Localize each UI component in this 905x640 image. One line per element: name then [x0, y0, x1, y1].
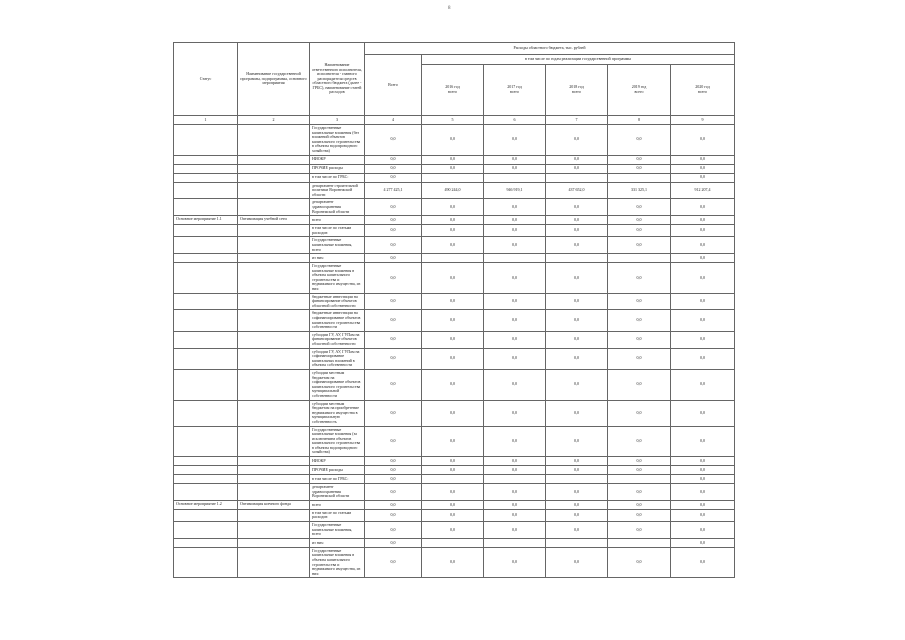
value-cell — [422, 538, 484, 547]
program-cell — [238, 225, 310, 237]
value-cell: 0,0 — [365, 484, 422, 501]
expense-label-cell: НИОКР — [310, 155, 365, 164]
value-cell — [546, 538, 608, 547]
value-cell: 0,0 — [484, 547, 546, 578]
table-row — [174, 254, 735, 263]
value-cell: 0,0 — [365, 164, 422, 173]
expense-label-cell: бюджетные инвестиции на финансирование объектов областной собственности — [310, 293, 365, 310]
status-cell — [174, 331, 238, 348]
expense-label-cell: из них: — [310, 254, 365, 263]
value-cell: 0,0 — [608, 216, 671, 225]
value-cell: 0,0 — [608, 310, 671, 331]
value-cell: 0,0 — [365, 216, 422, 225]
index-cell: 8 — [608, 116, 671, 125]
expense-label-cell: бюджетные инвестиции на софинансирование объектов капитального строительства собственности — [310, 310, 365, 331]
value-cell: 0,0 — [484, 369, 546, 400]
program-cell — [238, 348, 310, 369]
header-index-row — [174, 116, 735, 125]
value-cell: 0,0 — [365, 310, 422, 331]
table-row — [174, 538, 735, 547]
value-cell: 0,0 — [546, 466, 608, 475]
value-cell: 0,0 — [671, 310, 735, 331]
table-row — [174, 310, 735, 331]
value-cell: 0,0 — [608, 547, 671, 578]
value-cell: 0,0 — [484, 400, 546, 426]
value-cell: 0,0 — [484, 522, 546, 539]
expense-label-cell: субсидии ГУ, АУ, ГУПам на финансирование объектов областной собственности — [310, 331, 365, 348]
expense-label-cell: Государственные капитальные вложения (за исключением объектов капитального строительства в объекты водопроводного хозяйства) — [310, 426, 365, 457]
program-cell — [238, 237, 310, 254]
status-cell — [174, 547, 238, 578]
value-cell: 0,0 — [671, 237, 735, 254]
value-cell: 0,0 — [671, 457, 735, 466]
program-cell — [238, 254, 310, 263]
value-cell: 0,0 — [365, 426, 422, 457]
program-cell — [238, 263, 310, 294]
table-row — [174, 522, 735, 539]
table-row — [174, 263, 735, 294]
header-year-2018: 2018 год всего — [546, 65, 608, 116]
value-cell: 0,0 — [671, 125, 735, 156]
value-cell — [422, 475, 484, 484]
value-cell: 0,0 — [365, 475, 422, 484]
expense-label-cell: субсидии местным бюджетам на софинансирование объектов капитального строительства муниципальной собственности — [310, 369, 365, 400]
page-number: 8 — [448, 6, 451, 11]
value-cell: 0,0 — [484, 199, 546, 216]
value-cell: 0,0 — [546, 293, 608, 310]
program-cell — [238, 457, 310, 466]
value-cell: 0,0 — [546, 522, 608, 539]
value-cell: 0,0 — [422, 400, 484, 426]
value-cell: 0,0 — [671, 369, 735, 400]
value-cell: 0,0 — [608, 509, 671, 521]
header-year-2020: 2020 год всего — [671, 65, 735, 116]
budget-table — [173, 42, 735, 578]
expense-label-cell: департамент здравоохранения Воронежской области — [310, 199, 365, 216]
status-cell — [174, 310, 238, 331]
status-cell — [174, 164, 238, 173]
value-cell: 0,0 — [365, 125, 422, 156]
table-body — [174, 125, 735, 578]
value-cell: 0,0 — [365, 173, 422, 182]
value-cell: 0,0 — [484, 310, 546, 331]
value-cell: 0,0 — [608, 199, 671, 216]
header-total: Всего — [365, 55, 422, 116]
expense-label-cell: ПРОЧИЕ расходы — [310, 164, 365, 173]
value-cell: 0,0 — [484, 164, 546, 173]
value-cell: 0,0 — [671, 538, 735, 547]
value-cell: 4 277 425,1 — [365, 182, 422, 199]
status-cell — [174, 509, 238, 521]
table-row — [174, 237, 735, 254]
value-cell: 0,0 — [422, 125, 484, 156]
value-cell: 0,0 — [484, 125, 546, 156]
value-cell: 0,0 — [608, 500, 671, 509]
program-cell — [238, 182, 310, 199]
value-cell: 0,0 — [546, 125, 608, 156]
table-row — [174, 500, 735, 509]
value-cell: 490 244,0 — [422, 182, 484, 199]
value-cell: 0,0 — [365, 155, 422, 164]
program-cell — [238, 164, 310, 173]
value-cell: 0,0 — [422, 199, 484, 216]
value-cell: 331 325,1 — [608, 182, 671, 199]
status-cell — [174, 173, 238, 182]
program-cell — [238, 426, 310, 457]
table-row — [174, 155, 735, 164]
index-cell: 2 — [238, 116, 310, 125]
value-cell: 0,0 — [365, 199, 422, 216]
expense-label-cell: в том числе по статьям расходов: — [310, 225, 365, 237]
value-cell — [546, 475, 608, 484]
value-cell: 0,0 — [671, 475, 735, 484]
expense-label-cell: департамент здравоохранения Воронежской области — [310, 484, 365, 501]
value-cell: 0,0 — [422, 522, 484, 539]
value-cell — [608, 173, 671, 182]
value-cell: 0,0 — [671, 509, 735, 521]
table-row — [174, 293, 735, 310]
value-cell: 0,0 — [671, 547, 735, 578]
program-cell — [238, 547, 310, 578]
value-cell: 0,0 — [671, 263, 735, 294]
expense-label-cell: в том числе по ГРБС: — [310, 475, 365, 484]
value-cell: 0,0 — [608, 125, 671, 156]
program-cell: Оптимизация учебной сети — [238, 216, 310, 225]
value-cell — [608, 254, 671, 263]
value-cell: 0,0 — [671, 216, 735, 225]
status-cell — [174, 457, 238, 466]
value-cell: 0,0 — [608, 331, 671, 348]
value-cell: 0,0 — [365, 348, 422, 369]
value-cell — [484, 173, 546, 182]
program-cell — [238, 400, 310, 426]
table-row — [174, 125, 735, 156]
value-cell: 0,0 — [422, 547, 484, 578]
expense-label-cell: всего — [310, 216, 365, 225]
status-cell — [174, 400, 238, 426]
value-cell: 0,0 — [608, 237, 671, 254]
value-cell: 0,0 — [546, 199, 608, 216]
value-cell: 0,0 — [422, 457, 484, 466]
index-cell: 4 — [365, 116, 422, 125]
value-cell: 0,0 — [608, 522, 671, 539]
value-cell: 0,0 — [365, 254, 422, 263]
value-cell: 0,0 — [422, 331, 484, 348]
index-cell: 3 — [310, 116, 365, 125]
status-cell — [174, 348, 238, 369]
status-cell — [174, 225, 238, 237]
table-row — [174, 225, 735, 237]
program-cell — [238, 522, 310, 539]
header-year-2017: 2017 год всего — [484, 65, 546, 116]
value-cell — [546, 173, 608, 182]
value-cell: 0,0 — [365, 237, 422, 254]
value-cell: 912 207,4 — [671, 182, 735, 199]
value-cell: 0,0 — [422, 509, 484, 521]
status-cell — [174, 522, 238, 539]
value-cell: 0,0 — [422, 426, 484, 457]
value-cell: 0,0 — [546, 216, 608, 225]
expense-label-cell: Государственные капитальные вложения (без вложений объектов капитального строительства в объекты водопроводного хозяйства) — [310, 125, 365, 156]
value-cell: 0,0 — [671, 466, 735, 475]
value-cell: 0,0 — [422, 484, 484, 501]
value-cell: 0,0 — [546, 509, 608, 521]
table-row — [174, 182, 735, 199]
value-cell: 0,0 — [484, 216, 546, 225]
value-cell: 0,0 — [671, 225, 735, 237]
value-cell — [484, 254, 546, 263]
status-cell — [174, 254, 238, 263]
value-cell: 0,0 — [484, 293, 546, 310]
header-program: Наименование государственной программы, подпрограммы, основного мероприятия — [238, 43, 310, 116]
value-cell: 0,0 — [484, 225, 546, 237]
status-cell — [174, 155, 238, 164]
value-cell: 0,0 — [422, 237, 484, 254]
value-cell: 0,0 — [365, 293, 422, 310]
program-cell — [238, 475, 310, 484]
value-cell: 0,0 — [608, 155, 671, 164]
value-cell: 0,0 — [365, 331, 422, 348]
table-row — [174, 216, 735, 225]
program-cell — [238, 484, 310, 501]
table-row — [174, 369, 735, 400]
program-cell — [238, 538, 310, 547]
expense-label-cell: в том числе по ГРБС: — [310, 173, 365, 182]
value-cell: 0,0 — [608, 225, 671, 237]
value-cell: 0,0 — [365, 509, 422, 521]
value-cell: 0,0 — [365, 500, 422, 509]
value-cell: 0,0 — [365, 547, 422, 578]
value-cell: 0,0 — [546, 348, 608, 369]
value-cell: 0,0 — [671, 400, 735, 426]
program-cell — [238, 509, 310, 521]
value-cell — [546, 254, 608, 263]
value-cell: 0,0 — [484, 426, 546, 457]
expense-label-cell: субсидии местным бюджетам на приобретение недвижимого имущества в муниципальную собственность — [310, 400, 365, 426]
value-cell: 0,0 — [546, 155, 608, 164]
expense-label-cell: Государственные капитальные вложения, всего — [310, 237, 365, 254]
value-cell: 0,0 — [546, 500, 608, 509]
value-cell: 0,0 — [484, 484, 546, 501]
value-cell: 0,0 — [608, 263, 671, 294]
value-cell: 0,0 — [671, 500, 735, 509]
header-budget-group: Расходы областного бюджета, тыс. рублей — [365, 43, 735, 55]
value-cell: 0,0 — [546, 225, 608, 237]
value-cell: 0,0 — [546, 263, 608, 294]
value-cell: 0,0 — [671, 173, 735, 182]
expense-label-cell: из них: — [310, 538, 365, 547]
program-cell — [238, 369, 310, 400]
value-cell: 0,0 — [365, 522, 422, 539]
status-cell: Основное мероприятие 1.1 — [174, 216, 238, 225]
status-cell — [174, 538, 238, 547]
value-cell: 0,0 — [422, 466, 484, 475]
value-cell: 0,0 — [365, 225, 422, 237]
value-cell: 437 652,0 — [546, 182, 608, 199]
value-cell: 0,0 — [422, 293, 484, 310]
status-cell — [174, 237, 238, 254]
value-cell: 0,0 — [365, 457, 422, 466]
value-cell: 0,0 — [484, 155, 546, 164]
value-cell: 0,0 — [422, 225, 484, 237]
value-cell: 0,0 — [546, 547, 608, 578]
value-cell: 0,0 — [671, 484, 735, 501]
value-cell: 0,0 — [608, 466, 671, 475]
expense-label-cell: в том числе по статьям расходов: — [310, 509, 365, 521]
expense-label-cell: Государственные капитальные вложения в объекты капитального строительства и недвижимого имущества, из них: — [310, 547, 365, 578]
status-cell — [174, 369, 238, 400]
value-cell: 0,0 — [671, 155, 735, 164]
value-cell: 0,0 — [422, 310, 484, 331]
value-cell: 0,0 — [671, 348, 735, 369]
value-cell: 0,0 — [365, 369, 422, 400]
value-cell: 0,0 — [546, 331, 608, 348]
value-cell: 0,0 — [671, 199, 735, 216]
expense-label-cell: Государственные капитальные вложения, всего — [310, 522, 365, 539]
value-cell: 0,0 — [608, 164, 671, 173]
expense-label-cell: НИОКР — [310, 457, 365, 466]
expense-label-cell: ПРОЧИЕ расходы — [310, 466, 365, 475]
value-cell: 0,0 — [671, 164, 735, 173]
value-cell — [608, 538, 671, 547]
value-cell: 0,0 — [484, 457, 546, 466]
value-cell: 0,0 — [608, 484, 671, 501]
value-cell: 0,0 — [484, 348, 546, 369]
header-executor: Наименование ответственного исполнителя, исполнителя - главного распорядителя средств областного бюджета (далее - ГРБС), наименование статей расходов — [310, 43, 365, 116]
header-status: Статус — [174, 43, 238, 116]
value-cell — [422, 173, 484, 182]
value-cell: 0,0 — [422, 164, 484, 173]
program-cell — [238, 331, 310, 348]
index-cell: 6 — [484, 116, 546, 125]
status-cell — [174, 182, 238, 199]
table-row — [174, 426, 735, 457]
header-year-2019: 2019 год всего — [608, 65, 671, 116]
table-row — [174, 466, 735, 475]
value-cell: 0,0 — [546, 237, 608, 254]
status-cell: Основное мероприятие 1.2 — [174, 500, 238, 509]
program-cell — [238, 125, 310, 156]
program-cell: Оптимизация коечного фонда — [238, 500, 310, 509]
table-row — [174, 164, 735, 173]
table-row — [174, 348, 735, 369]
value-cell: 0,0 — [546, 484, 608, 501]
table-row — [174, 199, 735, 216]
value-cell: 0,0 — [546, 426, 608, 457]
value-cell: 0,0 — [671, 426, 735, 457]
index-cell: 5 — [422, 116, 484, 125]
value-cell: 0,0 — [546, 457, 608, 466]
value-cell: 0,0 — [484, 500, 546, 509]
status-cell — [174, 263, 238, 294]
value-cell: 0,0 — [671, 254, 735, 263]
program-cell — [238, 466, 310, 475]
value-cell: 0,0 — [365, 400, 422, 426]
status-cell — [174, 293, 238, 310]
index-cell: 7 — [546, 116, 608, 125]
value-cell: 0,0 — [484, 466, 546, 475]
table-row — [174, 400, 735, 426]
value-cell: 0,0 — [546, 369, 608, 400]
header-years-group: в том числе по годам реализации государственной программы — [422, 55, 735, 65]
value-cell — [484, 538, 546, 547]
index-cell: 9 — [671, 116, 735, 125]
value-cell: 0,0 — [365, 466, 422, 475]
value-cell: 0,0 — [365, 263, 422, 294]
program-cell — [238, 310, 310, 331]
value-cell — [484, 475, 546, 484]
status-cell — [174, 426, 238, 457]
table-row — [174, 547, 735, 578]
value-cell: 0,0 — [608, 457, 671, 466]
value-cell: 0,0 — [671, 522, 735, 539]
value-cell: 0,0 — [546, 310, 608, 331]
value-cell: 0,0 — [422, 348, 484, 369]
expense-label-cell: всего — [310, 500, 365, 509]
table-row — [174, 331, 735, 348]
value-cell: 0,0 — [484, 237, 546, 254]
value-cell: 0,0 — [608, 426, 671, 457]
value-cell: 0,0 — [671, 293, 735, 310]
value-cell: 0,0 — [608, 400, 671, 426]
index-cell: 1 — [174, 116, 238, 125]
table-row — [174, 509, 735, 521]
header-year-2016: 2016 год всего — [422, 65, 484, 116]
table-row — [174, 475, 735, 484]
value-cell: 0,0 — [671, 331, 735, 348]
table-row — [174, 173, 735, 182]
value-cell: 0,0 — [546, 164, 608, 173]
expense-label-cell: субсидии ГУ, АУ, ГУПам на софинансирование капитальных вложений в объекты собственности — [310, 348, 365, 369]
value-cell: 0,0 — [422, 500, 484, 509]
value-cell: 0,0 — [608, 369, 671, 400]
table-row — [174, 484, 735, 501]
status-cell — [174, 125, 238, 156]
status-cell — [174, 466, 238, 475]
expense-label-cell: Государственные капитальные вложения в объекты капитального строительства и недвижимого имущества, из них: — [310, 263, 365, 294]
program-cell — [238, 155, 310, 164]
value-cell: 0,0 — [546, 400, 608, 426]
value-cell: 0,0 — [422, 155, 484, 164]
value-cell: 0,0 — [608, 293, 671, 310]
value-cell: 0,0 — [484, 263, 546, 294]
status-cell — [174, 199, 238, 216]
value-cell: 0,0 — [365, 538, 422, 547]
status-cell — [174, 475, 238, 484]
value-cell — [422, 254, 484, 263]
value-cell: 0,0 — [422, 216, 484, 225]
program-cell — [238, 199, 310, 216]
value-cell: 0,0 — [422, 369, 484, 400]
value-cell: 946 919,1 — [484, 182, 546, 199]
value-cell: 0,0 — [422, 263, 484, 294]
value-cell: 0,0 — [484, 509, 546, 521]
value-cell: 0,0 — [608, 348, 671, 369]
program-cell — [238, 173, 310, 182]
program-cell — [238, 293, 310, 310]
value-cell: 0,0 — [484, 331, 546, 348]
table-row — [174, 457, 735, 466]
expense-label-cell: департамент строительной политики Воронежской области — [310, 182, 365, 199]
status-cell — [174, 484, 238, 501]
value-cell — [608, 475, 671, 484]
